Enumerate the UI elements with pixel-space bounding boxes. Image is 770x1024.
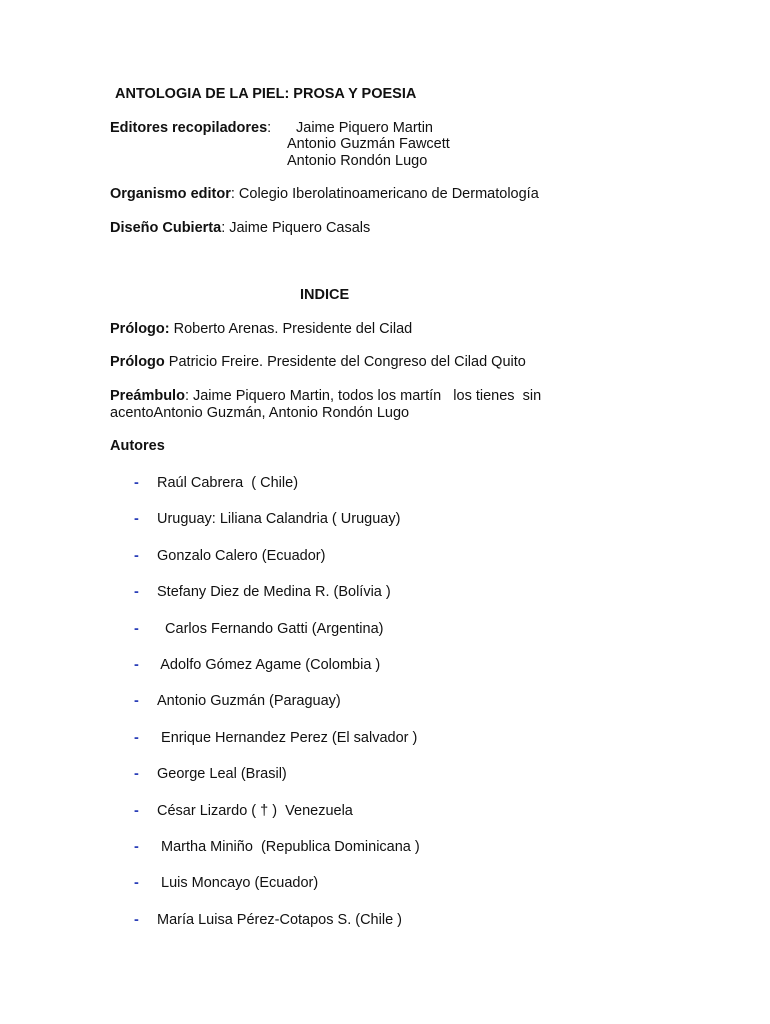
prologue-2: Prólogo Patricio Freire. Presidente del Congreso del Cilad Quito (110, 354, 526, 370)
list-bullet: - (134, 766, 139, 782)
index-heading: INDICE (300, 287, 350, 303)
list-bullet: - (134, 693, 139, 709)
preamble-continued: acentoAntonio Guzmán, Antonio Rondón Lugo (110, 405, 410, 421)
list-bullet: - (134, 730, 139, 746)
cover-label: Diseño Cubierta (110, 220, 222, 236)
list-bullet: - (134, 803, 139, 819)
document-title: ANTOLOGIA DE LA PIEL: PROSA Y POESIA (115, 86, 417, 102)
list-bullet: - (134, 584, 139, 600)
list-bullet: - (134, 548, 139, 564)
publisher-label: Organismo editor (110, 186, 231, 202)
author-item: Carlos Fernando Gatti (Argentina) (157, 621, 384, 637)
preamble: Preámbulo: Jaime Piquero Martin, todos los martín los tienes sin (110, 388, 542, 404)
list-bullet: - (134, 839, 139, 855)
cover-design-line (110, 220, 370, 237)
author-item: Antonio Guzmán (Paraguay) (157, 693, 341, 709)
cover-value: : Jaime Piquero Casals (221, 220, 371, 236)
editors-label: Editores recopiladores (110, 120, 268, 136)
list-bullet: - (134, 875, 139, 891)
author-item: Luis Moncayo (Ecuador) (157, 875, 319, 891)
editors-line (110, 120, 271, 137)
list-bullet: - (134, 657, 139, 673)
author-item: Stefany Diez de Medina R. (Bolívia ) (157, 584, 391, 600)
editors-separator: : (267, 120, 272, 136)
author-item: Gonzalo Calero (Ecuador) (157, 548, 326, 564)
author-item: César Lizardo ( † ) Venezuela (157, 803, 353, 819)
publisher-value: : Colegio Iberolatinoamericano de Dermatología (230, 186, 539, 202)
author-item: María Luisa Pérez-Cotapos S. (Chile ) (157, 912, 402, 928)
publisher-line (110, 186, 539, 203)
author-item: George Leal (Brasil) (157, 766, 287, 782)
author-item: Uruguay: Liliana Calandria ( Uruguay) (157, 511, 401, 527)
author-item: Enrique Hernandez Perez (El salvador ) (157, 730, 418, 746)
editor-name: Jaime Piquero Martin (296, 120, 433, 136)
authors-heading: Autores (110, 438, 165, 454)
list-bullet: - (134, 912, 139, 928)
author-item: Martha Miniño (Republica Dominicana ) (157, 839, 420, 855)
list-bullet: - (134, 621, 139, 637)
author-item: Adolfo Gómez Agame (Colombia ) (157, 657, 381, 673)
author-item: Raúl Cabrera ( Chile) (157, 475, 299, 491)
list-bullet: - (134, 475, 139, 491)
editor-name: Antonio Guzmán Fawcett (287, 136, 450, 152)
editor-name: Antonio Rondón Lugo (287, 153, 428, 169)
list-bullet: - (134, 511, 139, 527)
prologue-1: Prólogo: Roberto Arenas. Presidente del Cilad (110, 321, 413, 337)
